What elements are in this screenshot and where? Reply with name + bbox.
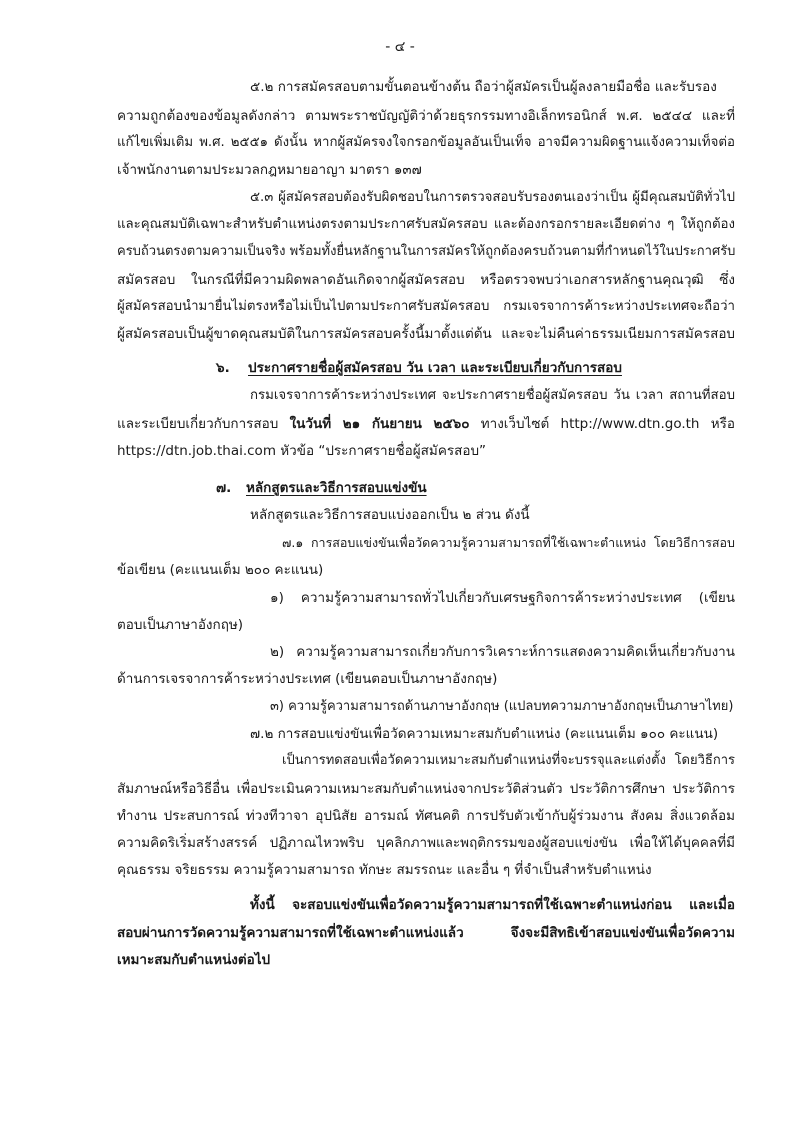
para-5-3-line-4: สมัครสอบ ในกรณีที่มีความผิดพลาดอันเกิดจากผู้สมัครสอบ หรือตรวจพบว่าเอกสารหลักฐานคุณวุฒิ ซึ่ง [117, 272, 735, 288]
para-5-2-line-3: แก้ไขเพิ่มเติม พ.ศ. ๒๕๕๑ ดังนั้น หากผู้สมัครจงใจกรอกข้อมูลอันเป็นเท็จ อาจมีความผิดฐานแจ้งความเท็จต่อ [117, 135, 735, 150]
item-2-line-2: ด้านการเจรจาการค้าระหว่างประเทศ (เขียนตอบเป็นภาษาอังกฤษ) [117, 671, 498, 687]
item-2-line-1: ๒) ความรู้ความสามารถเกี่ยวกับการวิเคราะห์การแสดงความคิดเห็นเกี่ยวกับงาน [270, 644, 735, 660]
section-7-2-para-line-4: ความคิดริเริ่มสร้างสรรค์ ปฏิภาณไหวพริบ บุคลิกภาพและพฤติกรรมของผู้สอบแข่งขัน เพื่อให้ได้บุคคลที่มี [117, 835, 735, 851]
section-7-2-para-line-2: สัมภาษณ์หรือวิธีอื่น เพื่อประเมินความเหมาะสมกับตำแหน่งจากประวัติส่วนตัว ประวัติการศึกษา ประวัติการ [117, 781, 735, 797]
section-7-2-para-line-3: ทำงาน ประสบการณ์ ท่วงทีวาจา อุปนิสัย อารมณ์ ทัศนคติ การปรับตัวเข้ากับผู้ร่วมงาน สังคม สิ่งแวดล้อม [117, 808, 735, 824]
section-7-2-para-line-1: เป็นการทดสอบเพื่อวัดความเหมาะสมกับตำแหน่งที่จะบรรจุและแต่งตั้ง โดยวิธีการ [282, 753, 735, 768]
closing-line-2: สอบผ่านการวัดความรู้ความสามารถที่ใช้เฉพาะตำแหน่งแล้ว จึงจะมีสิทธิเข้าสอบแข่งขันเพื่อวัดความ [117, 925, 735, 941]
section-6-number: ๖. [216, 360, 230, 376]
para-5-2-line-4: เจ้าพนักงานตามประมวลกฎหมายอาญา มาตรา ๑๓๗ [117, 162, 422, 178]
announcement-date: ในวันที่ ๒๑ กันยายน ๒๕๖๐ [289, 416, 470, 432]
section-7-title: หลักสูตรและวิธีการสอบแข่งขัน [246, 480, 427, 496]
section-7-intro: หลักสูตรและวิธีการสอบแบ่งออกเป็น ๒ ส่วน ดังนี้ [250, 507, 530, 523]
section-7-2-para-line-5: คุณธรรม จริยธรรม ความรู้ความสามารถ ทักษะ สมรรถนะ และอื่น ๆ ที่จำเป็นสำหรับตำแหน่ง [117, 862, 652, 878]
closing-line-3: เหมาะสมกับตำแหน่งต่อไป [117, 952, 271, 968]
section-7-1-line-1: ๗.๑ การสอบแข่งขันเพื่อวัดความรู้ความสามารถที่ใช้เฉพาะตำแหน่ง โดยวิธีการสอบ [282, 535, 735, 550]
para-5-3-line-1: ๕.๓ ผู้สมัครสอบต้องรับผิดชอบในการตรวจสอบรับรองตนเองว่าเป็น ผู้มีคุณสมบัติทั่วไป [250, 190, 735, 205]
section-6-line-3: https://dtn.job.thai.com หัวข้อ “ประกาศรายชื่อผู้สมัครสอบ” [117, 443, 487, 459]
item-1-line-1: ๑) ความรู้ความสามารถทั่วไปเกี่ยวกับเศรษฐกิจการค้าระหว่างประเทศ (เขียน [270, 590, 735, 606]
item-1-line-2: ตอบเป็นภาษาอังกฤษ) [117, 617, 244, 633]
para-5-2-line-2: ความถูกต้องของข้อมูลดังกล่าว ตามพระราชบัญญัติว่าด้วยธุรกรรมทางอิเล็กทรอนิกส์ พ.ศ. ๒๕๔๔ และที่ [117, 108, 735, 124]
section-6-line-2: และระเบียบเกี่ยวกับการสอบ ในวันที่ ๒๑ กันยายน ๒๕๖๐ ทางเว็บไซต์ http://www.dtn.go.th หรือ [117, 416, 735, 432]
section-6-line-1: กรมเจรจาการค้าระหว่างประเทศ จะประกาศรายชื่อผู้สมัครสอบ วัน เวลา สถานที่สอบ [250, 388, 735, 403]
para-5-3-line-5: ผู้สมัครสอบนำมายื่นไม่ตรงหรือไม่เป็นไปตามประกาศรับสมัครสอบ กรมเจรจาการค้าระหว่างประเทศจะถือว่า [117, 299, 735, 314]
section-7-number: ๗. [216, 480, 232, 496]
para-5-3-line-3: ครบถ้วนตรงตามความเป็นจริง พร้อมทั้งยื่นหลักฐานในการสมัครให้ถูกต้องครบถ้วนตามที่กำหนดไว้ในประกาศรับ [117, 244, 736, 259]
item-3-line-1: ๓) ความรู้ความสามารถด้านภาษาอังกฤษ (แปลบทความภาษาอังกฤษเป็นภาษาไทย) [270, 699, 734, 714]
para-5-2-line-1: ๕.๒ การสมัครสอบตามขั้นตอนข้างต้น ถือว่าผู้สมัครเป็นผู้ลงลายมือชื่อ และรับรอง [250, 79, 717, 95]
page-number: - ๔ - [385, 39, 415, 55]
para-5-3-line-2: และคุณสมบัติเฉพาะสำหรับตำแหน่งตรงตามประกาศรับสมัครสอบ และต้องกรอกรายละเอียดต่าง ๆ ให้ถูกต้อง [117, 217, 735, 232]
section-6-title: ประกาศรายชื่อผู้สมัครสอบ วัน เวลา และระเบียบเกี่ยวกับการสอบ [248, 360, 622, 376]
closing-line-1: ทั้งนี้ จะสอบแข่งขันเพื่อวัดความรู้ความสามารถที่ใช้เฉพาะตำแหน่งก่อน และเมื่อ [250, 897, 735, 913]
section-7-1-line-2: ข้อเขียน (คะแนนเต็ม ๒๐๐ คะแนน) [117, 562, 324, 578]
para-5-3-line-6: ผู้สมัครสอบเป็นผู้ขาดคุณสมบัติในการสมัครสอบครั้งนี้มาตั้งแต่ต้น และจะไม่คืนค่าธรรมเนียมการสมัครสอบ [117, 326, 735, 342]
section-7-2-line-1: ๗.๒ การสอบแข่งขันเพื่อวัดความเหมาะสมกับตำแหน่ง (คะแนนเต็ม ๑๐๐ คะแนน) [250, 726, 719, 742]
